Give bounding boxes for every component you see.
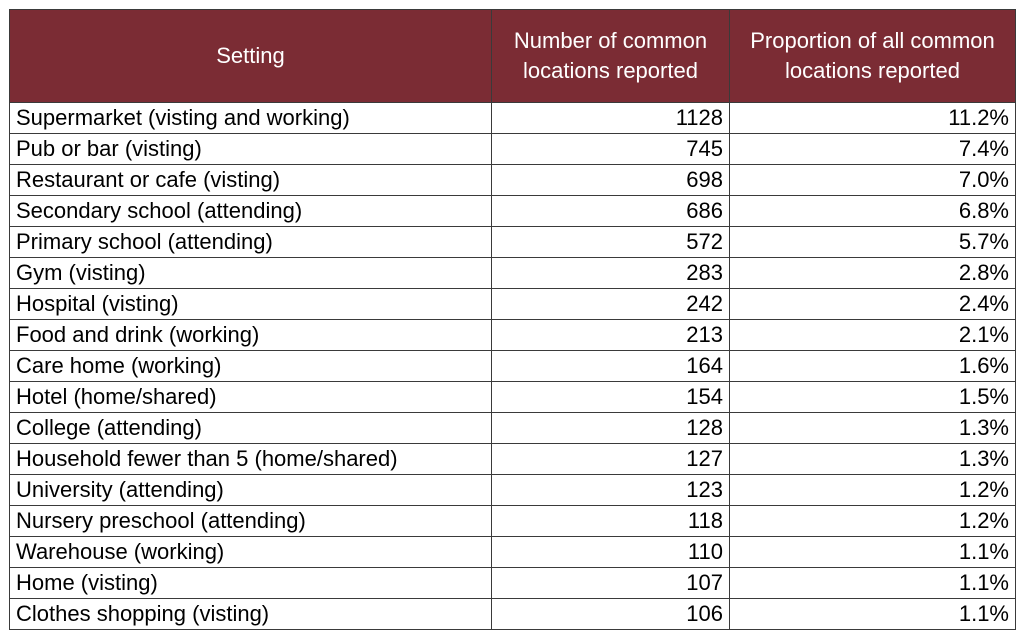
cell-count: 686 xyxy=(492,196,730,227)
table-row xyxy=(10,382,1016,413)
cell-setting: Hospital (visting) xyxy=(10,289,492,320)
cell-setting: Primary school (attending) xyxy=(10,227,492,258)
table-row xyxy=(10,599,1016,630)
cell-setting: Warehouse (working) xyxy=(10,537,492,568)
cell-proportion: 1.1% xyxy=(730,568,1016,599)
cell-count: 123 xyxy=(492,475,730,506)
cell-proportion: 2.1% xyxy=(730,320,1016,351)
cell-setting: Nursery preschool (attending) xyxy=(10,506,492,537)
cell-setting: University (attending) xyxy=(10,475,492,506)
cell-setting: College (attending) xyxy=(10,413,492,444)
cell-count: 164 xyxy=(492,351,730,382)
cell-proportion: 5.7% xyxy=(730,227,1016,258)
cell-count: 1128 xyxy=(492,103,730,134)
cell-setting: Pub or bar (visting) xyxy=(10,134,492,165)
table-row xyxy=(10,475,1016,506)
header-proportion: Proportion of all common locations reported xyxy=(730,10,1016,103)
cell-setting: Secondary school (attending) xyxy=(10,196,492,227)
cell-setting: Clothes shopping (visting) xyxy=(10,599,492,630)
cell-proportion: 1.5% xyxy=(730,382,1016,413)
header-count: Number of common locations reported xyxy=(492,10,730,103)
cell-proportion: 7.4% xyxy=(730,134,1016,165)
cell-setting: Household fewer than 5 (home/shared) xyxy=(10,444,492,475)
cell-proportion: 7.0% xyxy=(730,165,1016,196)
header-row xyxy=(10,10,1016,103)
cell-count: 283 xyxy=(492,258,730,289)
cell-proportion: 2.4% xyxy=(730,289,1016,320)
cell-count: 698 xyxy=(492,165,730,196)
table-row xyxy=(10,537,1016,568)
table-row xyxy=(10,196,1016,227)
cell-count: 118 xyxy=(492,506,730,537)
cell-count: 242 xyxy=(492,289,730,320)
cell-proportion: 1.3% xyxy=(730,444,1016,475)
table-row xyxy=(10,444,1016,475)
cell-proportion: 1.1% xyxy=(730,599,1016,630)
cell-count: 213 xyxy=(492,320,730,351)
table-row xyxy=(10,413,1016,444)
cell-count: 154 xyxy=(492,382,730,413)
cell-count: 110 xyxy=(492,537,730,568)
table-row xyxy=(10,506,1016,537)
table-row xyxy=(10,227,1016,258)
cell-proportion: 1.2% xyxy=(730,506,1016,537)
table-row xyxy=(10,320,1016,351)
cell-setting: Hotel (home/shared) xyxy=(10,382,492,413)
cell-count: 572 xyxy=(492,227,730,258)
cell-setting: Care home (working) xyxy=(10,351,492,382)
cell-setting: Restaurant or cafe (visting) xyxy=(10,165,492,196)
cell-count: 106 xyxy=(492,599,730,630)
locations-table xyxy=(9,9,1016,630)
cell-proportion: 1.6% xyxy=(730,351,1016,382)
cell-count: 127 xyxy=(492,444,730,475)
cell-proportion: 1.2% xyxy=(730,475,1016,506)
table-row xyxy=(10,289,1016,320)
cell-proportion: 6.8% xyxy=(730,196,1016,227)
table-body xyxy=(10,103,1016,630)
table-row xyxy=(10,258,1016,289)
cell-proportion: 1.1% xyxy=(730,537,1016,568)
cell-proportion: 11.2% xyxy=(730,103,1016,134)
cell-setting: Gym (visting) xyxy=(10,258,492,289)
cell-count: 128 xyxy=(492,413,730,444)
cell-setting: Supermarket (visting and working) xyxy=(10,103,492,134)
cell-setting: Home (visting) xyxy=(10,568,492,599)
table-row xyxy=(10,103,1016,134)
table-row xyxy=(10,568,1016,599)
cell-proportion: 2.8% xyxy=(730,258,1016,289)
table-row xyxy=(10,351,1016,382)
cell-count: 745 xyxy=(492,134,730,165)
table-row xyxy=(10,165,1016,196)
cell-count: 107 xyxy=(492,568,730,599)
table-row xyxy=(10,134,1016,165)
header-setting: Setting xyxy=(10,10,492,103)
table-header xyxy=(10,10,1016,103)
cell-proportion: 1.3% xyxy=(730,413,1016,444)
cell-setting: Food and drink (working) xyxy=(10,320,492,351)
